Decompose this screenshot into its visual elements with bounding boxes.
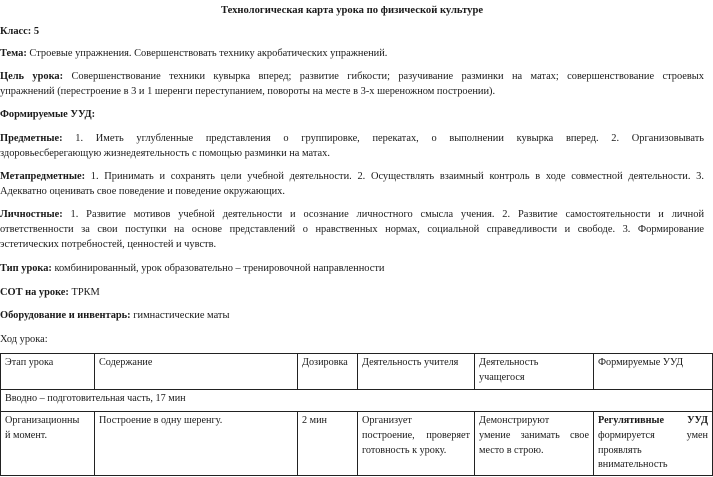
header-stage: Этап урока: [1, 354, 95, 390]
header-dosage: Дозировка: [298, 354, 358, 390]
goal-text-1: Совершенствование техники кувырка вперед; развитие гибкости; разучивание разминки на матах; совершенствование строевых: [71, 71, 704, 82]
goal-label: Цель урока:: [0, 71, 64, 82]
row-dosage: 2 мин: [298, 412, 358, 476]
equipment-line: [0, 309, 704, 324]
goal-line-2: упражнений (перестроение в 3 и 1 шеренги переступанием, повороты на месте в 3-х шереножном построении).: [0, 85, 496, 97]
header-teacher: Деятельность учителя: [358, 354, 475, 390]
row-uud: [594, 412, 713, 476]
meta-text-1: 1. Принимать и сохранять цели учебной деятельности. 2. Осуществлять взаимный контроль в ходе совместной деятельности. 3.: [90, 171, 704, 182]
row-uud-text-2-end: умен: [686, 429, 708, 441]
row-teacher-line-3: готовность к уроку.: [362, 444, 447, 456]
section-cell: Вводно – подготовительная часть, 17 мин: [1, 390, 713, 412]
lesson-type-label: Тип урока:: [0, 263, 52, 274]
subject-line-1: [0, 132, 704, 147]
row-uud-label: Регулятивные: [598, 415, 665, 426]
table-header-row: [1, 354, 713, 390]
row-uud-label-end: УУД: [687, 415, 708, 426]
header-uud: Формируемые УУД: [594, 354, 713, 390]
personal-label: Личностные:: [0, 209, 63, 220]
row-stage-line-2: й момент.: [5, 429, 47, 441]
row-student-line-2: умение занимать свое: [479, 429, 589, 441]
meta-line-1: [0, 170, 704, 185]
subject-line-2: здоровьесберегающую жизнедеятельность с помощью разминки на матах.: [0, 147, 330, 159]
row-student-line-3: место в строю.: [479, 444, 544, 456]
equipment-value: гимнастические маты: [133, 310, 230, 321]
goal-line-1: [0, 70, 704, 85]
row-stage: [1, 412, 95, 476]
header-student-line-1: Деятельность: [479, 357, 539, 368]
grade-label: Класс:: [0, 26, 32, 37]
header-student: [475, 354, 594, 390]
course-heading: Ход урока:: [0, 334, 48, 345]
lesson-table: [0, 353, 713, 476]
personal-line-3: эстетических потребностей, ценностей и чувств.: [0, 238, 217, 250]
section-row: [1, 390, 713, 412]
row-stage-line-1: Организационны: [5, 415, 80, 426]
personal-paragraph: [0, 208, 704, 252]
meta-label: Метапредметные:: [0, 171, 86, 182]
personal-line-2: ответственности за свои поступки на основе представлений о нравственных нормах, социальной справедливости и свободе. 3. Формирование: [0, 223, 704, 235]
row-teacher-line-1: Организует: [362, 415, 412, 426]
row-teacher-line-2: построение, проверяет: [362, 429, 470, 441]
header-student-line-2: учащегося: [479, 371, 525, 383]
subject-label: Предметные:: [0, 133, 63, 144]
row-uud-line-2: [598, 429, 708, 444]
row-uud-line-4: внимательность: [598, 459, 668, 471]
grade-value: 5: [33, 26, 40, 37]
row-uud-line-1: [598, 414, 708, 429]
sot-line: [0, 286, 704, 301]
topic-line: [0, 47, 704, 62]
row-uud-line-3: проявлять: [598, 444, 642, 456]
equipment-label: Оборудование и инвентарь:: [0, 310, 131, 321]
sot-label: СОТ на уроке:: [0, 287, 69, 298]
row-student: [475, 412, 594, 476]
lesson-type-line: [0, 262, 704, 277]
goal-paragraph: [0, 70, 704, 100]
row-content: Построение в одну шеренгу.: [95, 412, 298, 476]
meta-paragraph: [0, 170, 704, 200]
row-teacher: [358, 412, 475, 476]
grade-line: [0, 25, 704, 40]
lesson-type-value: комбинированный, урок образовательно – тренировочной направленности: [54, 263, 385, 274]
meta-line-2: Адекватно оценивать свое поведение и поведение окружающих.: [0, 185, 285, 197]
row-student-line-1: Демонстрируют: [479, 415, 550, 426]
topic-value: Строевые упражнения. Совершенствовать технику акробатических упражнений.: [29, 48, 388, 59]
sot-value: ТРКМ: [71, 287, 100, 298]
header-content: Содержание: [95, 354, 298, 390]
personal-line-1: [0, 208, 704, 223]
personal-text-1: 1. Развитие мотивов учебной деятельности и осознание личностного смысла учения. 2. Развитие самостоятельности и личной: [70, 209, 704, 220]
subject-text-1: 1. Иметь углубленные представления о группировке, перекатах, о выполнении кувырка вперед. 2. Организовывать: [75, 133, 704, 144]
table-row: [1, 412, 713, 476]
subject-paragraph: [0, 132, 704, 162]
uud-heading: Формируемые УУД:: [0, 109, 96, 120]
topic-label: Тема:: [0, 48, 27, 59]
document-title: Технологическая карта урока по физической культуре: [220, 5, 484, 16]
row-uud-text-2: формируется: [598, 429, 655, 441]
